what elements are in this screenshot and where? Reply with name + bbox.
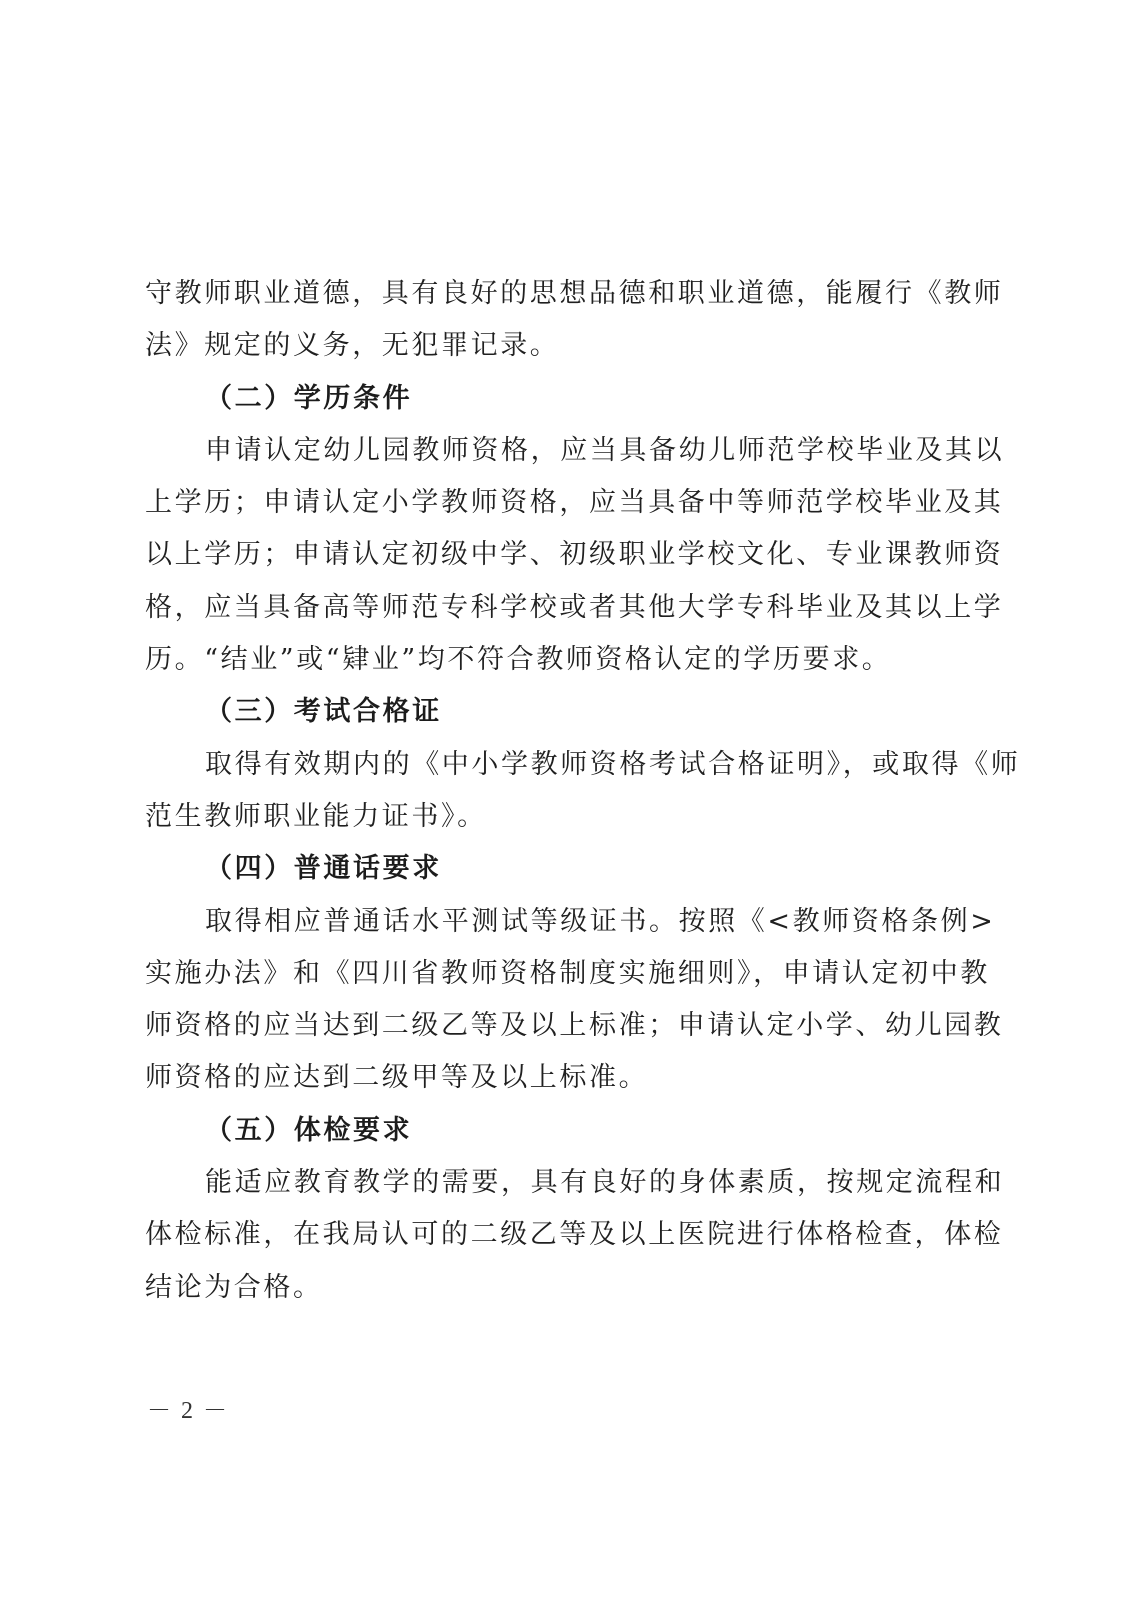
body-line: 取得相应普通话水平测试等级证书。按照《<教师资格条例>: [205, 905, 996, 937]
body-line: 守教师职业道德，具有良好的思想品德和职业道德，能履行《教师: [145, 278, 1004, 309]
body-line: 历。“结业”或“肄业”均不符合教师资格认定的学历要求。: [145, 644, 892, 676]
section-heading-exam-certificate: （三）考试合格证: [205, 696, 442, 728]
body-line: 范生教师职业能力证书》。: [145, 800, 487, 832]
body-line: 师资格的应达到二级甲等及以上标准。: [145, 1062, 649, 1094]
body-line: 实施办法》和《四川省教师资格制度实施细则》，申请认定初中教: [145, 957, 990, 989]
body-line: 申请认定幼儿园教师资格，应当具备幼儿师范学校毕业及其以: [205, 434, 1005, 466]
body-line: 能适应教育教学的需要，具有良好的身体素质，按规定流程和: [205, 1167, 1005, 1199]
section-heading-education: （二）学历条件: [205, 382, 413, 414]
section-heading-mandarin: （四）普通话要求: [205, 853, 442, 885]
body-line: 上学历；申请认定小学教师资格，应当具备中等师范学校毕业及其: [145, 487, 1004, 519]
document-body: [145, 268, 1021, 1314]
section-heading-medical-exam: （五）体检要求: [205, 1114, 413, 1146]
body-line: 以上学历；申请认定初级中学、初级职业学校文化、专业课教师资: [145, 539, 1004, 571]
body-line: 结论为合格。: [145, 1271, 323, 1303]
body-line: 体检标准，在我局认可的二级乙等及以上医院进行体格检查，体检: [145, 1219, 1004, 1251]
page-number: － 2 －: [147, 1398, 229, 1424]
body-line: 法》规定的义务，无犯罪记录。: [145, 330, 560, 362]
body-line: 师资格的应当达到二级乙等及以上标准；申请认定小学、幼儿园教: [145, 1010, 1004, 1042]
body-line: 格，应当具备高等师范专科学校或者其他大学专科毕业及其以上学: [145, 591, 1004, 623]
body-line: 取得有效期内的《中小学教师资格考试合格证明》，或取得《师: [205, 748, 1021, 780]
